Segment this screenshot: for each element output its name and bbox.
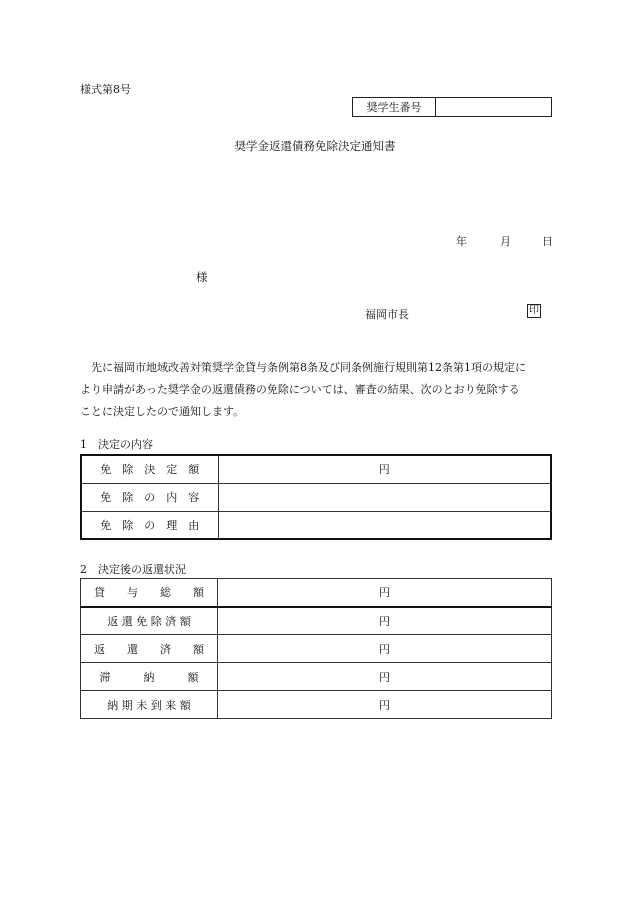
row-label: 納 期 未 到 来 額 (81, 691, 218, 719)
section2-heading: 2 決定後の返還状況 (80, 563, 186, 576)
row-value[interactable]: 円 (218, 663, 552, 691)
student-number-box (352, 97, 552, 117)
row-label: 免 除 決 定 額 (81, 455, 218, 483)
student-number-label: 奨学生番号 (353, 98, 436, 116)
document-title: 奨学金返還債務免除決定通知書 (234, 139, 396, 153)
table-row (81, 663, 552, 691)
form-number: 様式第8号 (80, 83, 131, 96)
table-row (81, 579, 552, 607)
date-year: 年 (456, 235, 467, 248)
date-line (456, 233, 553, 249)
row-label: 滞 納 額 (81, 663, 218, 691)
notice-body: 先に福岡市地域改善対策奨学金貸与条例第8条及び同条例施行規則第12条第1項の規定に より申請があった奨学金の返還債務の免除については、審査の結果、次のとおり免除する ことに決定したので通知します。 (80, 361, 526, 418)
row-value[interactable]: 円 (218, 607, 552, 635)
repayment-status-table (80, 578, 552, 719)
row-label: 返 還 済 額 (81, 635, 218, 663)
date-month: 月 (500, 235, 511, 248)
row-value[interactable] (218, 511, 551, 539)
table-row (81, 455, 551, 483)
row-value[interactable]: 円 (218, 635, 552, 663)
student-number-field[interactable] (436, 98, 551, 116)
row-label: 免 除 の 理 由 (81, 511, 218, 539)
row-value[interactable]: 円 (218, 579, 552, 607)
section1-heading: 1 決定の内容 (80, 438, 153, 451)
table-row (81, 607, 552, 635)
table-row (81, 635, 552, 663)
row-value[interactable] (218, 483, 551, 511)
date-day: 日 (542, 235, 553, 248)
row-label: 貸 与 総 額 (81, 579, 218, 607)
row-value[interactable]: 円 (218, 455, 551, 483)
table-row (81, 691, 552, 719)
table-row (81, 511, 551, 539)
row-label: 免 除 の 内 容 (81, 483, 218, 511)
sender-name: 福岡市長 (365, 308, 409, 321)
row-label: 返 還 免 除 済 額 (81, 607, 218, 635)
row-value[interactable]: 円 (218, 691, 552, 719)
addressee-suffix: 様 (196, 270, 208, 284)
decision-table (80, 454, 552, 540)
table-row (81, 483, 551, 511)
seal-mark: 印 (529, 305, 539, 316)
